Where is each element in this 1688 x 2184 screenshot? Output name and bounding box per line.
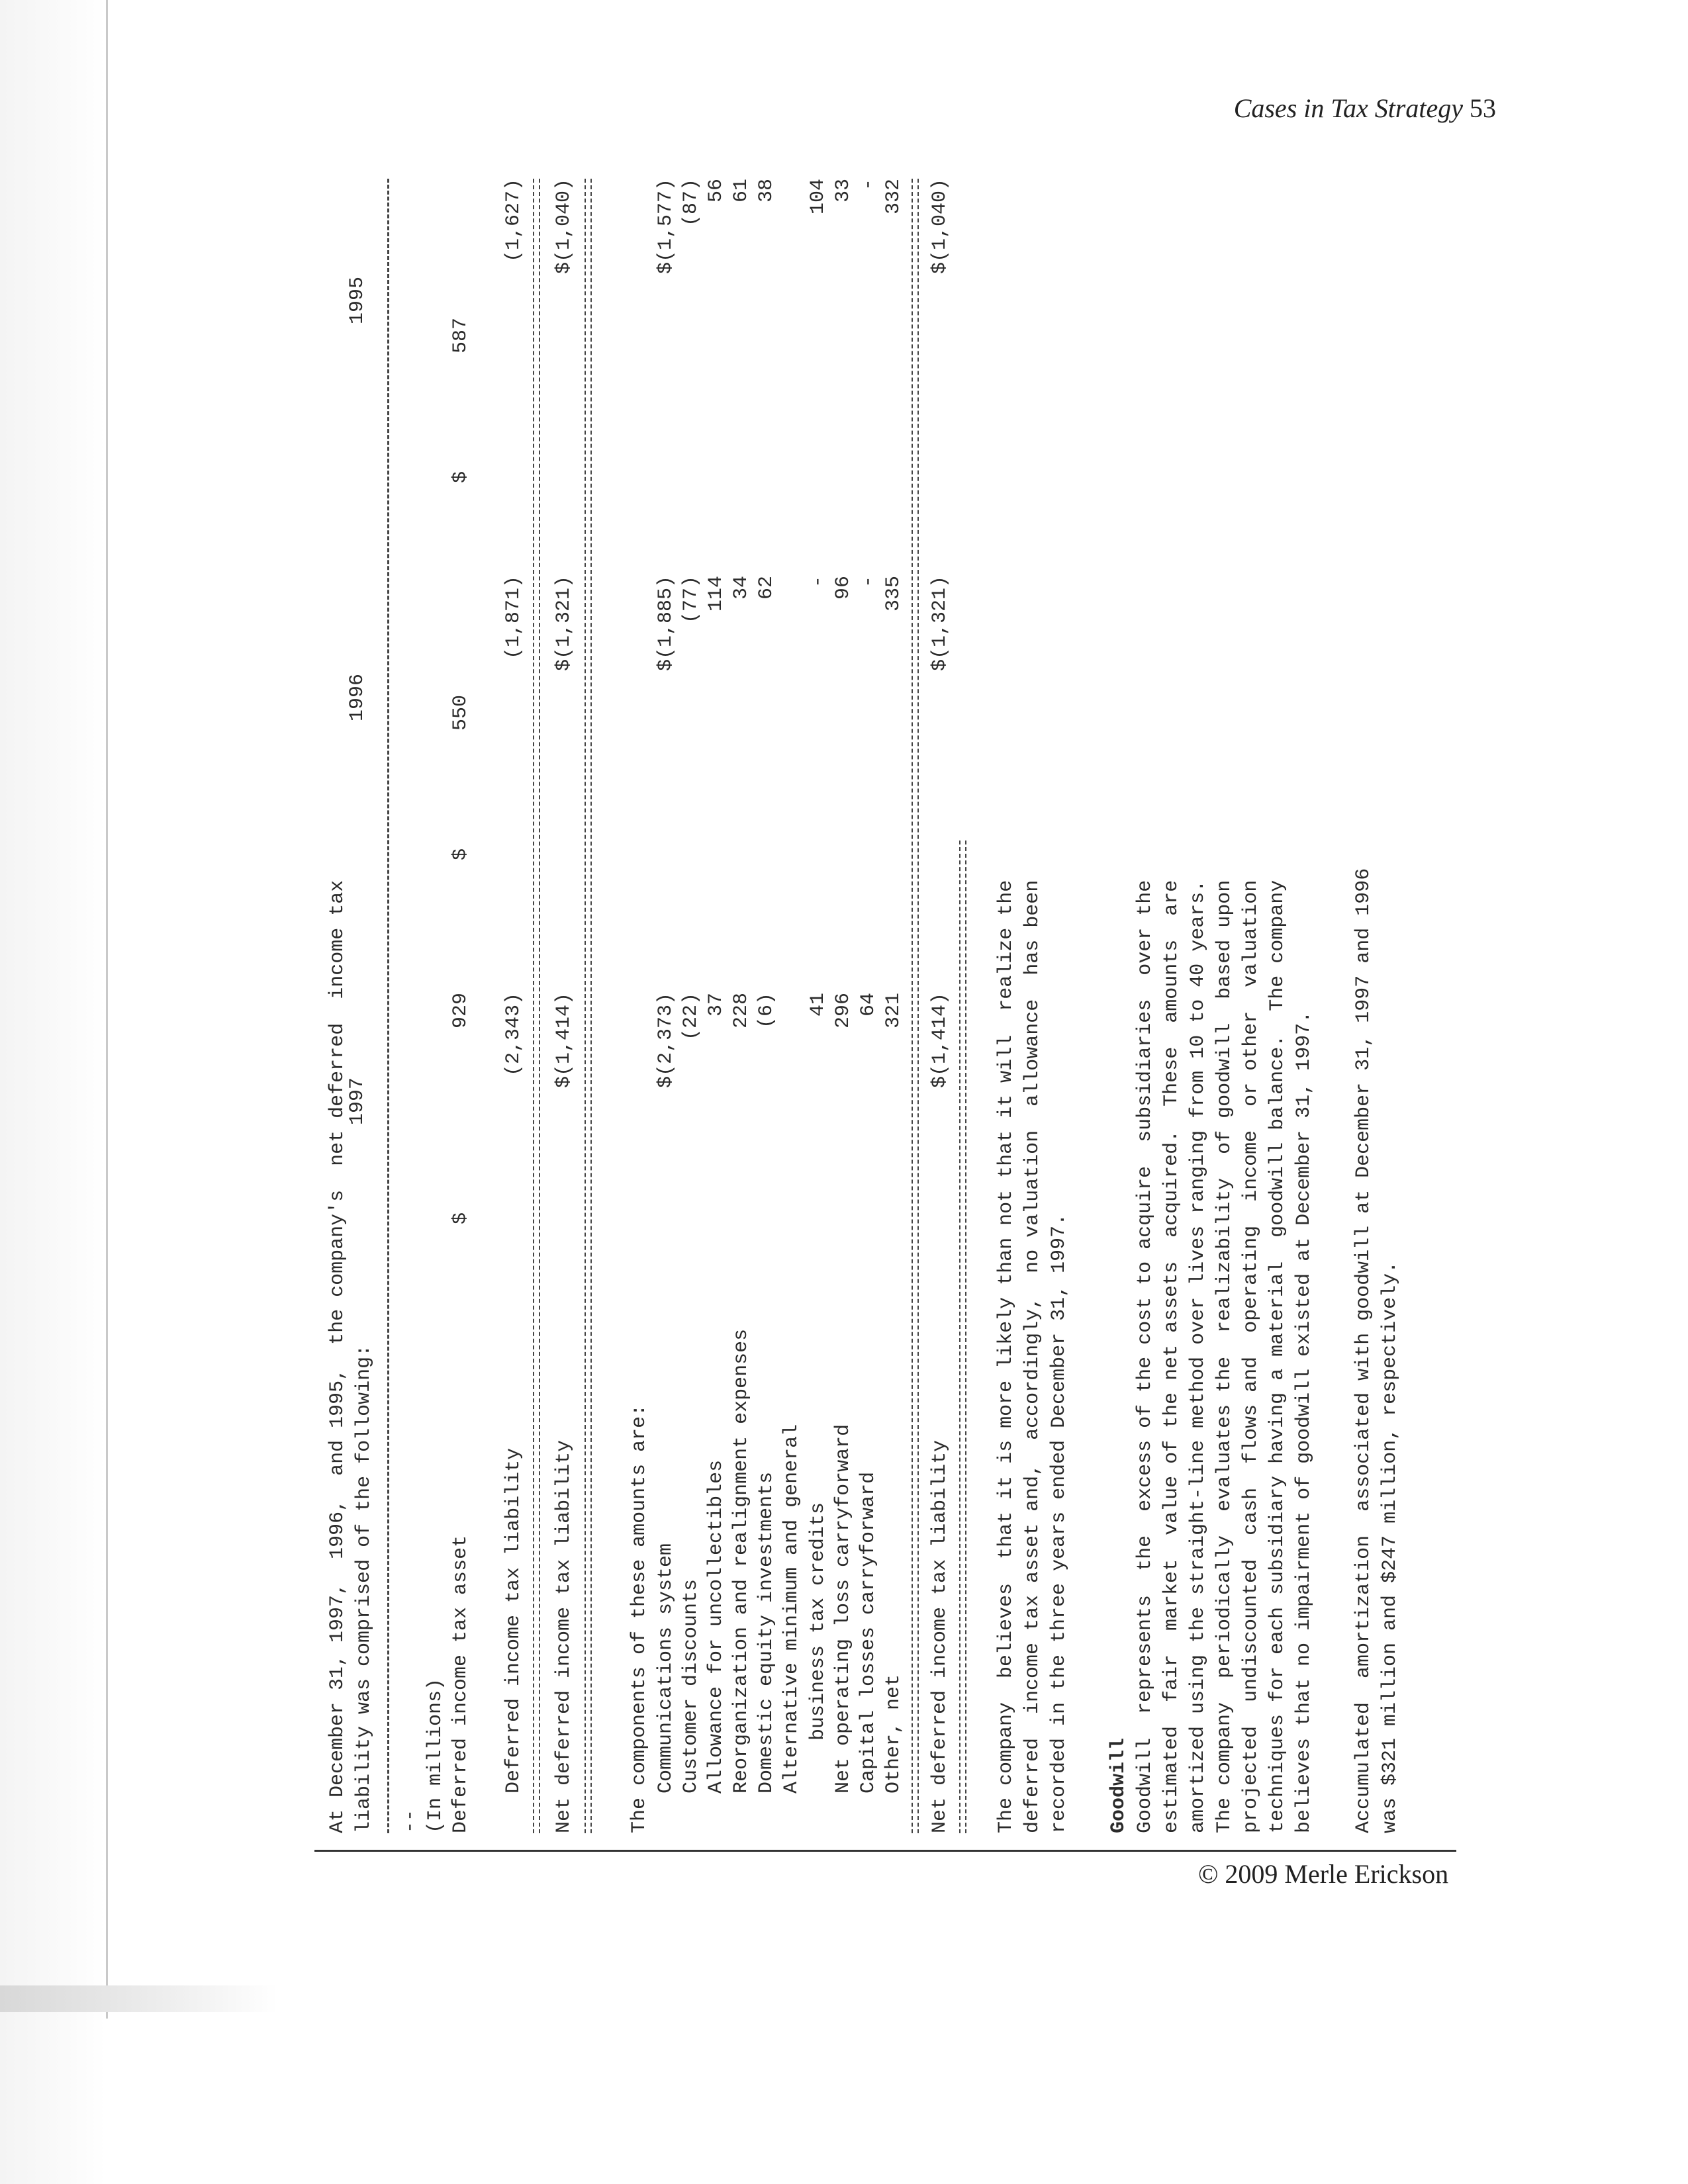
cell-1995: 104 [807,179,829,215]
cell-1997: 64 [857,993,880,1017]
units-label: (In millions) [424,1678,447,1833]
col-header-1995: 1995 [346,276,369,324]
dollar-sign: $ [449,471,472,483]
cell-1995: $(1,040) [929,179,951,275]
paragraph-line: estimated fair market value of the net assets acquired. These amounts are [1160,880,1183,1833]
double-rule [912,179,919,1833]
cell-1996: - [807,576,829,588]
rotated-document-body [308,149,1446,1840]
paragraph-line: was $321 million and $247 million, respectively. [1379,1261,1401,1833]
cell-1996: $(1,321) [553,576,575,672]
goodwill-heading: Goodwill [1107,1737,1130,1833]
page-header [1234,93,1496,124]
scan-left-margin-shade [0,0,106,2184]
row-label: Deferred income tax liability [502,1447,525,1794]
cell-1997: 37 [705,993,727,1017]
cell-1995: 33 [832,179,855,203]
header-rule [387,179,389,1833]
cell-1996: - [857,576,880,588]
dollar-sign: $ [449,1212,472,1224]
paragraph-line: The company periodically evaluates the realizability of goodwill based upon [1213,880,1236,1833]
cell-1997: (6) [755,993,778,1029]
row-label: Communications system [655,1543,677,1794]
cell-1996: (1,871) [502,576,525,660]
cell-1996: (77) [680,576,702,624]
cell-1997: 296 [832,993,855,1029]
cell-1995: 61 [730,179,753,203]
row-label: Net deferred income tax liability [553,1439,575,1833]
cell-1997: (22) [680,993,702,1041]
dollar-sign: $ [449,848,472,860]
cell-1995: $(1,040) [553,179,575,275]
cell-1997: 41 [807,993,829,1017]
cell-1995: 332 [882,179,905,215]
cell-1995: 38 [755,179,778,203]
col-header-1997: 1997 [346,1077,369,1125]
paragraph-line: projected undiscounted cash flows and operating income or other valuation [1240,880,1262,1833]
double-rule [585,179,592,1833]
cell-1996: 114 [705,576,727,612]
cell-1995: (87) [680,179,702,227]
components-intro: The components of these amounts are: [628,1404,651,1833]
footer-copyright: © 2009 Merle Erickson [1198,1859,1449,1889]
cell-1996: $(1,321) [929,576,951,672]
row-label: Net operating loss carryforward [832,1424,855,1794]
row-label: Capital losses carryforward [857,1471,880,1794]
row-label: Alternative minimum and general [780,1424,803,1794]
row-label: Other, net [882,1674,905,1794]
row-label: Net deferred income tax liability [929,1439,951,1833]
paragraph-line: deferred income tax asset and, accordingly, no valuation allowance has been [1021,880,1044,1833]
double-rule [959,841,966,1833]
cell-1997: 228 [730,993,753,1029]
intro-line: liability was comprised of the following: [353,1344,375,1833]
cell-1997: $(1,414) [929,993,951,1089]
cell-1997: (2,343) [502,993,525,1077]
cell-1996: 62 [755,576,778,600]
row-label: Allowance for uncollectibles [705,1459,727,1794]
paragraph-line: believes that no impairment of goodwill existed at December 31, 1997. [1293,1011,1315,1833]
cell-1997: $(1,414) [553,993,575,1089]
paragraph-line: recorded in the three years ended December 31, 1997. [1048,1213,1070,1833]
cell-1995: 56 [705,179,727,203]
paragraph-line: Goodwill represents the excess of the cost to acquire subsidiaries over the [1134,880,1156,1833]
col-header-1996: 1996 [346,673,369,721]
scan-binding-line [106,0,108,2019]
row-label: Deferred income tax asset [449,1535,472,1833]
cell-1997: 321 [882,993,905,1029]
paragraph-line: amortized using the straight-line method over lives ranging from 10 to 40 years. [1187,880,1209,1833]
scan-smudge [0,1985,278,2012]
cell-1995: 587 [449,318,472,354]
cell-1996: 96 [832,576,855,600]
cell-1995: $(1,577) [655,179,677,275]
footer-rule [314,1850,1456,1852]
row-label: Domestic equity investments [755,1471,778,1794]
paragraph-line: Accumulated amortization associated with goodwill at December 31, 1997 and 1996 [1352,868,1375,1833]
header-title: Cases in Tax Strategy [1233,93,1463,123]
cell-1995: (1,627) [502,179,525,263]
cell-1996: 335 [882,576,905,612]
paragraph-line: The company believes that it is more likely than not that it will realize the [995,880,1017,1833]
row-label: Customer discounts [680,1578,702,1794]
cell-1996: 34 [730,576,753,600]
cell-1995: - [857,179,880,191]
cell-1996: $(1,885) [655,576,677,672]
page-number: 53 [1470,93,1496,123]
row-label: Reorganization and realignment expenses [730,1328,753,1794]
intro-line: At December 31, 1997, 1996, and 1995, the company's net deferred income tax [326,880,349,1833]
row-label: business tax credits [807,1502,829,1741]
units-cont: -- [399,1809,422,1833]
paragraph-line: techniques for each subsidiary having a material goodwill balance. The company [1266,880,1289,1833]
double-rule [533,179,540,1833]
cell-1996: 550 [449,695,472,731]
cell-1997: 929 [449,993,472,1029]
cell-1997: $(2,373) [655,993,677,1089]
